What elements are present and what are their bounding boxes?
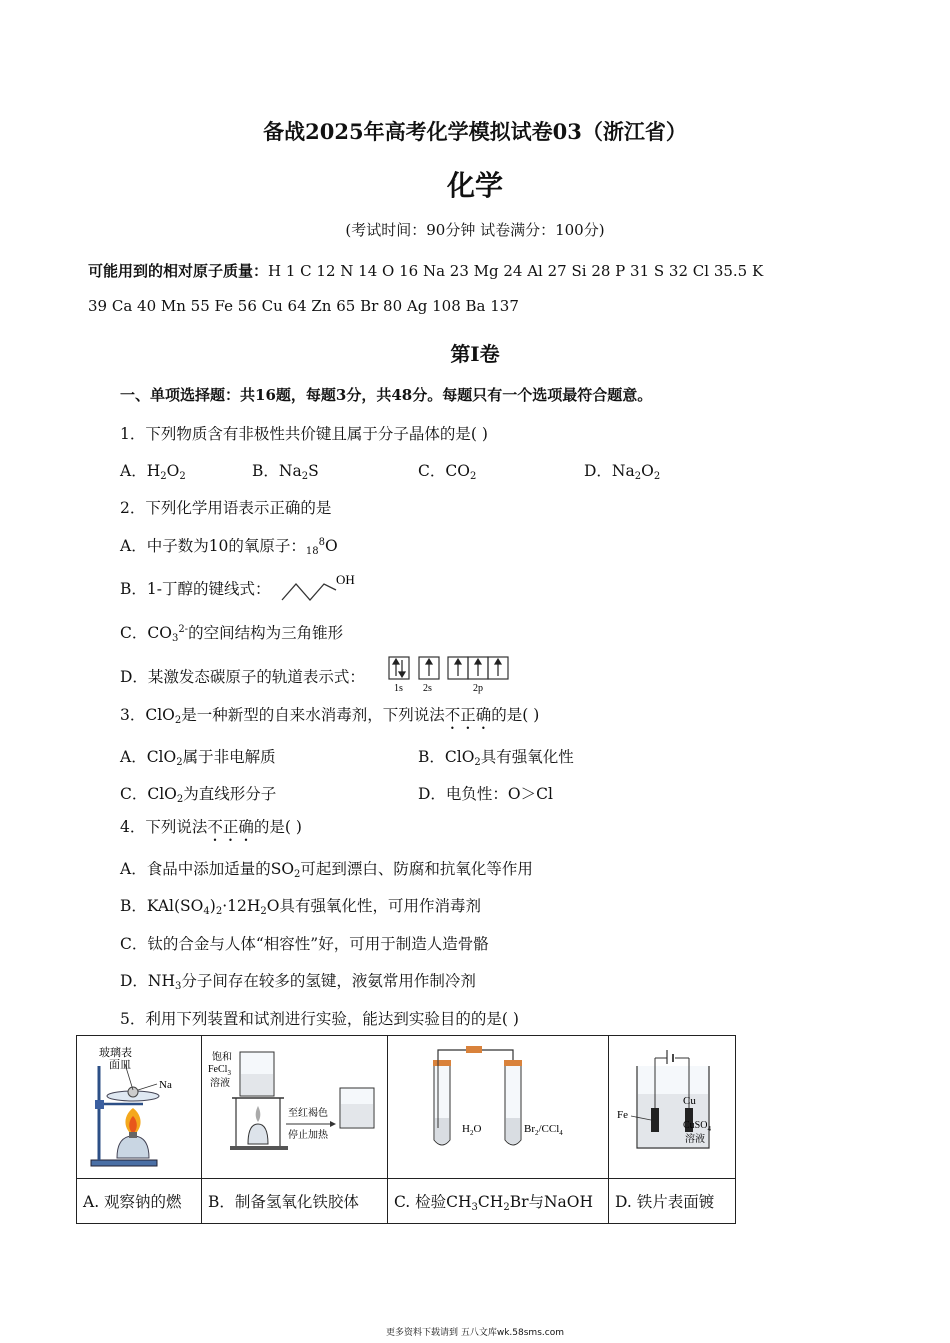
q3-option-b: B．ClO$_2$具有强氧化性 [418,748,574,768]
fig-d-label-4: 溶液 [685,1134,705,1145]
footer-link[interactable]: 更多资料下载请到 五八文库wk.58sms.com [386,1328,564,1338]
fig-b-label-2: FeCl$_3$ [208,1064,231,1077]
q1-option-b: B．$Na_2S$ [252,462,319,482]
fig-c-label-2: $Br_2/CCl_4$ [524,1123,563,1137]
figure-d-cell [609,1036,736,1179]
sodium-combustion-apparatus [77,1036,201,1174]
fig-b-label-5: 停止加热 [288,1130,328,1141]
q2-option-a: A．中子数为10的氧原子：$_{18}^8$O [120,537,338,557]
caption-a: A. 观察钠的燃 [77,1179,202,1224]
figure-c-cell [388,1036,609,1179]
fig-d-label-3: CuSO$_4$ [683,1120,711,1133]
butanol-skeletal-formula [278,568,358,604]
q2-stem: 2．下列化学用语表示正确的是 [120,499,332,517]
q3-option-a: A．ClO$_2$属于非电解质 [120,748,276,768]
q4-option-b: B．$KAl(SO_4)_2\cdot 12H_2O$具有强氧化性，可用作消毒剂 [120,897,481,917]
q4-option-c: C．钛的合金与人体“相容性”好，可用于制造人造骨骼 [120,935,489,953]
instruction-bold: 一、单项选择题 [120,386,226,404]
orbital-2s-label: 2s [423,683,432,694]
oh-label: OH [336,572,355,587]
figure-b-cell [202,1036,388,1179]
colloid-preparation-apparatus [202,1036,387,1174]
q3-option-d: D．电负性：O＞Cl [418,785,553,803]
atomic-masses-label: 可能用到的相对原子质量： [88,262,269,280]
section-title: 第Ⅰ卷 [450,342,500,366]
q4-option-d: D．$NH_3$分子间存在较多的氢键，液氨常用作制冷剂 [120,972,476,992]
caption-c: C. 检验$CH_3CH_2Br$与NaOH [388,1179,609,1224]
fig-d-label-1: Fe [617,1109,628,1121]
q3-stem: 3．ClO$_2$是一种新型的自来水消毒剂，下列说法不正确的是( ) [120,706,540,726]
q1-stem: 1．下列物质含有非极性共价键且属于分子晶体的是( ) [120,425,488,443]
figure-a-cell [77,1036,202,1179]
orbital-diagram [386,654,516,694]
q2-option-c: C．$CO_3^{2-}$的空间结构为三角锥形 [120,624,344,644]
atomic-masses-line2: 39 Ca 40 Mn 55 Fe 56 Cu 64 Zn 65 Br 80 Ag 108 Ba 137 [88,297,519,315]
section-instruction [120,384,652,405]
q1-option-a: A．$H_2O_2$ [120,462,186,482]
atomic-masses-values: H 1 C 12 N 14 O 16 Na 23 Mg 24 Al 27 Si 28 P 31 S 32 Cl 35.5 K [268,262,764,280]
fig-a-label-1: 玻璃表 [99,1047,132,1059]
q5-stem: 5．利用下列装置和试剂进行实验，能达到实验目的的是( ) [120,1010,519,1028]
q4-stem: 4．下列说法不正确的是( ) [120,818,302,836]
instruction-rest: ：共16题，每题3分，共48分。每题只有一个选项最符合题意。 [225,386,653,404]
fig-c-label-1: $H_2O$ [462,1123,482,1137]
q4-option-a: A．食品中添加适量的$SO_2$可起到漂白、防腐和抗氧化等作用 [120,860,533,880]
q1-option-c: C．$CO_2$ [418,462,477,482]
atomic-masses-line1 [88,260,763,281]
fig-b-label-1: 饱和 [212,1052,232,1063]
fig-b-label-3: 溶液 [210,1078,230,1089]
exam-info: (考试时间：90分钟 试卷满分：100分) [345,221,605,239]
experiment-table [76,1035,736,1224]
q2-option-b: B．1-丁醇的键线式： [120,580,271,598]
q1-option-d: D．$Na_2O_2$ [584,462,661,482]
exam-title: 备战2025年高考化学模拟试卷03（浙江省） [263,119,687,144]
caption-b: B．制备氢氧化铁胶体 [202,1179,388,1224]
electroplating-apparatus [609,1036,735,1174]
fig-d-label-2: Cu [683,1095,696,1107]
fig-a-label-2: 面皿 [109,1059,131,1071]
orbital-1s-label: 1s [394,683,403,694]
orbital-2p-label: 2p [473,683,483,694]
subject-title: 化学 [446,169,503,202]
hydrolysis-test-apparatus [388,1036,608,1174]
fig-a-label-3: Na [159,1079,172,1091]
fig-b-label-4: 至红褐色 [288,1108,328,1119]
q2-option-d: D．某激发态碳原子的轨道表示式： [120,668,365,686]
caption-d: D. 铁片表面镀 [609,1179,736,1224]
q3-option-c: C．ClO$_2$为直线形分子 [120,785,277,805]
